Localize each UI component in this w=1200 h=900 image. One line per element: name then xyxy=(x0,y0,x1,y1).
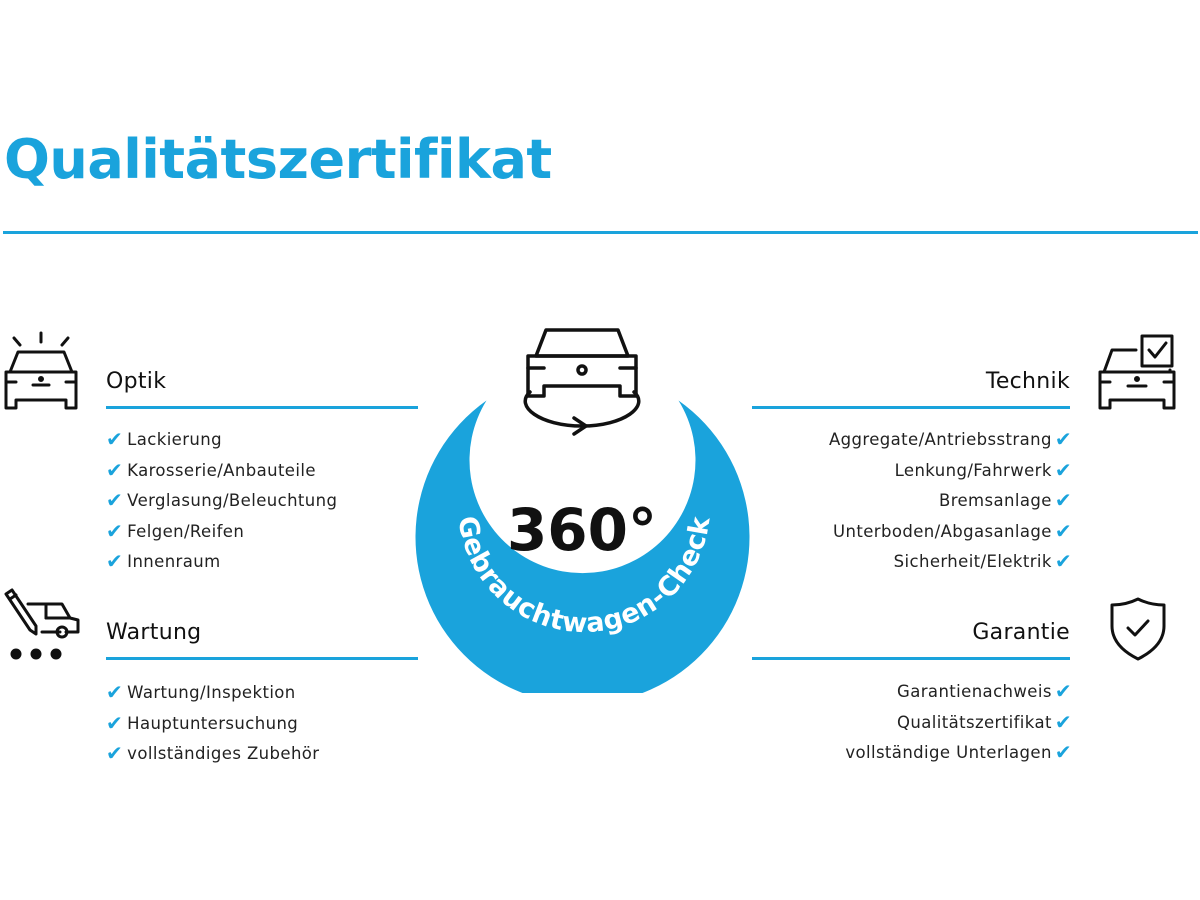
optik-list xyxy=(106,424,337,577)
list-item: ✔ vollständiges Zubehör xyxy=(106,738,319,769)
car-checklist-icon xyxy=(1096,332,1178,418)
section-heading-garantie: Garantie xyxy=(972,620,1070,645)
check-icon: ✔ xyxy=(1054,709,1072,734)
list-item: Qualitätszertifikat ✔ xyxy=(845,707,1072,738)
section-heading-wartung: Wartung xyxy=(106,620,202,645)
list-item: Bremsanlage ✔ xyxy=(829,485,1072,516)
check-icon: ✔ xyxy=(106,457,124,482)
check-icon: ✔ xyxy=(106,741,124,765)
list-item: ✔ Innenraum xyxy=(106,546,337,577)
car-lights-icon xyxy=(0,330,82,418)
list-item: ✔ Lackierung xyxy=(106,424,337,455)
check-icon: ✔ xyxy=(1054,518,1072,543)
check-icon: ✔ xyxy=(106,549,124,573)
check-icon: ✔ xyxy=(106,488,124,512)
check-icon: ✔ xyxy=(1054,740,1072,764)
check-icon: ✔ xyxy=(1054,427,1072,451)
section-rule-technik xyxy=(752,406,1070,409)
check-icon: ✔ xyxy=(106,680,124,704)
degree-label: 360° xyxy=(506,496,658,564)
title-divider xyxy=(3,231,1198,234)
car-rotate-icon xyxy=(525,330,639,434)
section-rule-optik xyxy=(106,406,418,409)
check-icon: ✔ xyxy=(106,518,124,543)
shield-check-icon xyxy=(1108,596,1168,666)
section-heading-technik: Technik xyxy=(985,369,1070,394)
section-heading-optik: Optik xyxy=(106,369,167,394)
ring-text: Gebrauchtwagen-Check xyxy=(451,513,717,640)
list-item: Aggregate/Antriebsstrang ✔ xyxy=(829,424,1072,455)
list-item: ✔ Verglasung/Beleuchtung xyxy=(106,485,337,516)
car-service-icon xyxy=(2,586,84,666)
list-item: Lenkung/Fahrwerk ✔ xyxy=(829,455,1072,486)
check-icon: ✔ xyxy=(106,427,124,451)
check-icon: ✔ xyxy=(1054,457,1072,482)
check-icon: ✔ xyxy=(1054,679,1072,703)
check-icon: ✔ xyxy=(106,710,124,735)
section-rule-wartung xyxy=(106,657,418,660)
page-title: Qualitätszertifikat xyxy=(4,128,552,191)
list-item: ✔ Wartung/Inspektion xyxy=(106,677,319,708)
check-icon: ✔ xyxy=(1054,549,1072,573)
list-item: Unterboden/Abgasanlage ✔ xyxy=(829,516,1072,547)
technik-list xyxy=(829,424,1072,577)
list-item: ✔ Hauptuntersuchung xyxy=(106,708,319,739)
check-ring xyxy=(410,318,755,697)
garantie-list xyxy=(845,676,1072,768)
list-item: vollständige Unterlagen ✔ xyxy=(845,737,1072,768)
wartung-list xyxy=(106,677,319,769)
section-rule-garantie xyxy=(752,657,1070,660)
list-item: ✔ Karosserie/Anbauteile xyxy=(106,455,337,486)
check-icon: ✔ xyxy=(1054,488,1072,512)
list-item: Sicherheit/Elektrik ✔ xyxy=(829,546,1072,577)
list-item: ✔ Felgen/Reifen xyxy=(106,516,337,547)
list-item: Garantienachweis ✔ xyxy=(845,676,1072,707)
